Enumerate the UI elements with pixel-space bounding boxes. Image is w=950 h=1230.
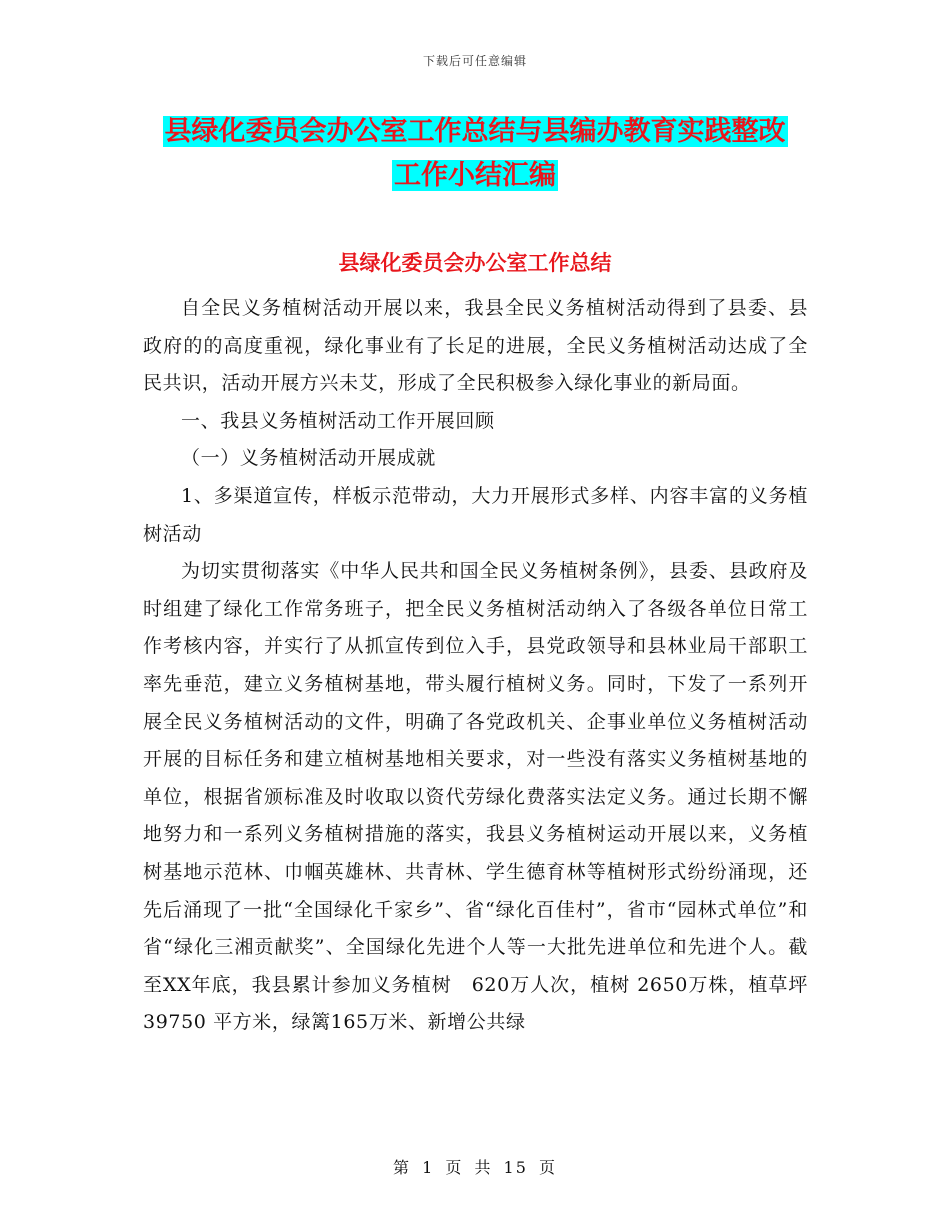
document-title: [0, 110, 950, 198]
document-title-line-1: 县绿化委员会办公室工作总结与县编办教育实践整改: [164, 116, 786, 147]
page-number: 第 1 页 共 15 页: [393, 1158, 557, 1177]
heading-level-3: 1、多渠道宣传，样板示范带动，大力开展形式多样、内容丰富的义务植树活动: [143, 484, 808, 545]
paragraph: 自全民义务植树活动开展以来，我县全民义务植树活动得到了县委、县政府的的高度重视，绿化事业有了长足的进展，全民义务植树活动达成了全民共识，活动开展方兴未艾，形成了全民积极参入绿化事业的新局面。: [143, 297, 808, 395]
paragraph: 为切实贯彻落实《中华人民共和国全民义务植树条例》，县委、县政府及时组建了绿化工作常务班子，把全民义务植树活动纳入了各级各单位日常工作考核内容，并实行了从抓宣传到位入手，县党政领导和县林业局干部职工率先垂范，建立义务植树基地，带头履行植树义务。同时，下发了一系列开展全民义务植树活动的文件，明确了各党政机关、企事业单位义务植树活动开展的目标任务和建立植树基地相关要求，对一些没有落实义务植树基地的单位，根据省颁标准及时收取以资代劳绿化费落实法定义务。通过长期不懈地努力和一系列义务植树措施的落实，我县义务植树运动开展以来，义务植树基地示范林、巾帼英雄林、共青林、学生德育林等植树形式纷纷涌现，还先后涌现了一批“全国绿化千家乡”、省“绿化百佳村”，省市“园林式单位”和省“绿化三湘贡献奖”、全国绿化先进个人等一大批先进单位和先进个人。截至XX年底，我县累计参加义务植树 620万人次，植树 2650万株，植草坪 39750 平方米，绿篱165万米、新增公共绿: [143, 560, 808, 1034]
heading-level-2: （一）义务植树活动开展成就: [181, 447, 436, 470]
document-title-line-2: 工作小结汇编: [394, 160, 556, 191]
section-title: 县绿化委员会办公室工作总结: [338, 251, 612, 275]
heading-level-1: 一、我县义务植树活动工作开展回顾: [181, 409, 495, 432]
header-note: 下载后可任意编辑: [422, 54, 527, 68]
body-text: [143, 290, 808, 1042]
